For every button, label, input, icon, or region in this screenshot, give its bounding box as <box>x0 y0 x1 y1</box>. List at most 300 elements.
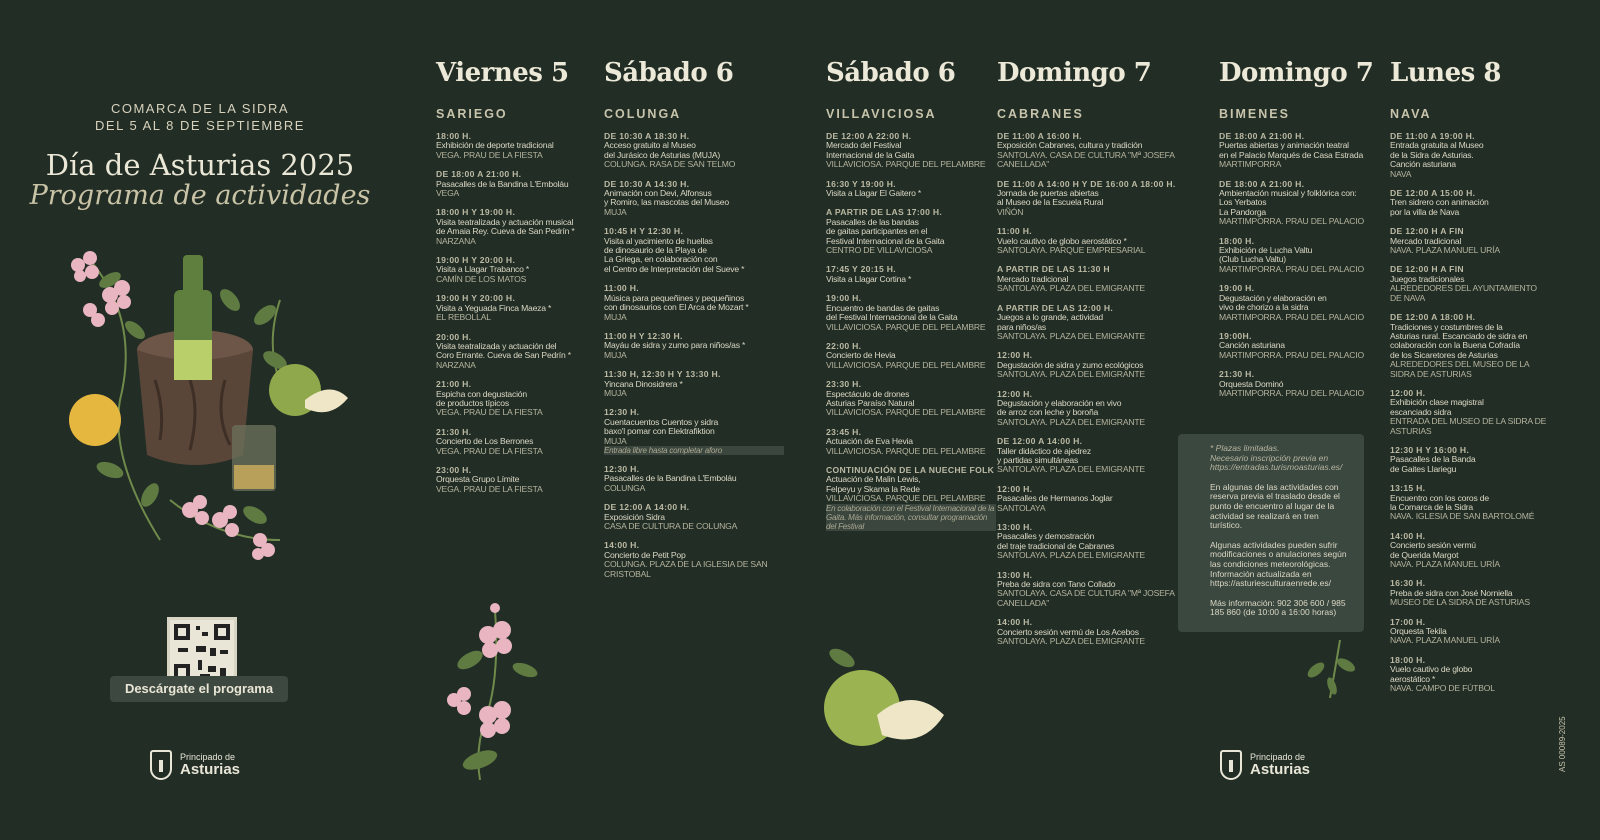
event-time: 12:30 H Y 16:00 H. <box>1390 444 1470 455</box>
event-time: 16:30 H. <box>1390 578 1426 589</box>
event-place: CAMÍN DE LOS MATOS <box>436 273 527 284</box>
event-place: VILLAVICIOSA. PARQUE DEL PELAMBRE <box>826 407 986 418</box>
event-time: 13:00 H. <box>997 569 1033 580</box>
location-heading: VILLAVICIOSA <box>826 107 937 121</box>
event-description: Encuentro de bandas de gaitas <box>826 302 940 313</box>
event-description: Concierto sesión vermú de Los Acebos <box>997 626 1139 637</box>
event-description: del traje tradicional de Cabranes <box>997 540 1115 551</box>
event-item <box>1390 446 1550 474</box>
limited-seats-note: * Plazas limitadas. <box>1210 443 1280 453</box>
event-place: SANTOLAYA. PLAZA DEL EMIGRANTE <box>997 416 1145 427</box>
event-item <box>997 132 1177 170</box>
day-column-viernes <box>436 58 586 504</box>
event-place: VEGA. PRAU DE LA FIESTA <box>436 445 543 456</box>
event-time: 22:00 H. <box>826 340 862 351</box>
event-place: VEGA. PRAU DE LA FIESTA <box>436 483 543 494</box>
event-time: DE 12:00 A 14:00 H. <box>997 436 1083 447</box>
event-place: SANTOLAYA. PLAZA DEL EMIGRANTE <box>997 636 1145 647</box>
event-description: Concierto de Hevia <box>826 350 896 361</box>
event-description: Tradiciones y costumbres de la <box>1390 321 1503 332</box>
event-time: DE 10:30 A 18:30 H. <box>604 131 690 141</box>
event-description: Exposición Cabranes, cultura y tradición <box>997 140 1143 151</box>
event-item <box>1390 618 1550 646</box>
event-time: DE 11:00 A 19:00 H. <box>1390 131 1475 141</box>
event-description: de gaitas participantes en el <box>826 226 928 237</box>
event-item <box>604 465 784 493</box>
event-item <box>1219 370 1379 398</box>
event-description: Exposición Sidra <box>604 511 665 522</box>
event-place: VILLAVICIOSA. PARQUE DEL PELAMBRE <box>826 445 986 456</box>
event-item <box>1219 332 1379 360</box>
event-item <box>1390 227 1550 255</box>
event-description: con dinosaurios con El Arca de Mozart * <box>604 302 749 313</box>
event-item <box>997 180 1177 218</box>
event-description: Visita a Llagar Trabanco * <box>436 264 530 275</box>
qr-icon <box>170 620 234 684</box>
event-place: VILLAVICIOSA. PARQUE DEL PELAMBRE <box>826 493 986 504</box>
event-time: DE 18:00 A 21:00 H. <box>1219 178 1305 189</box>
event-note: En colaboración con el Festival Internacional de la Gaita. Más información, consultar programación del Festival <box>826 503 995 531</box>
event-description: Ambientación musical y folklórica con: <box>1219 188 1357 199</box>
event-time: 19:00 H. <box>826 293 862 304</box>
more-info-note: Más información: 902 306 600 / 985 185 860 (de 10:00 a 16:00 horas) <box>1210 597 1346 618</box>
event-description: de la Sidra de Asturias. <box>1390 149 1474 160</box>
event-place: VEGA <box>436 188 460 199</box>
event-description: de Gaites Llariegu <box>1390 463 1457 474</box>
day-heading: Lunes 8 <box>1390 58 1501 88</box>
event-description: Orquesta Tekila <box>1390 626 1447 637</box>
event-list <box>997 132 1177 646</box>
event-item <box>604 132 784 170</box>
event-description: Juegos tradicionales <box>1390 273 1465 284</box>
event-description: del Jurásico de Asturias (MUJA) <box>604 149 721 160</box>
event-place: NAVA. PLAZA MANUEL URÍA <box>1390 245 1500 256</box>
event-item <box>604 332 784 360</box>
event-description: Actuación de Eva Hevia <box>826 436 913 447</box>
event-description: Pasacalles de Hermanos Joglar <box>997 493 1113 504</box>
event-description: Visita a Llagar El Gaitero * <box>826 188 922 199</box>
event-item <box>997 437 1177 475</box>
event-description: vivo de chorizo a la sidra <box>1219 302 1309 313</box>
leaf-icon <box>1305 656 1357 696</box>
event-description: Canción asturiana <box>1390 159 1456 170</box>
event-description: Visita al yacimiento de huellas <box>604 235 713 246</box>
event-description: el Centro de Interpretación del Sueve * <box>604 263 745 274</box>
event-place: MARTIMPORRA. PRAU DEL PALACIO <box>1219 216 1364 227</box>
event-time: 23:30 H. <box>826 379 862 390</box>
event-description: Preba de sidra con José Norniella <box>1390 587 1513 598</box>
event-place: MUJA <box>604 387 627 398</box>
event-description: Degustación y elaboración en <box>1219 292 1327 303</box>
event-item <box>997 390 1177 428</box>
event-description: Mercado tradicional <box>997 273 1069 284</box>
changes-note: Algunas actividades pueden sufrir modificaciones o anulaciones según las condiciones meteorológicas. Información actualizada en https://asturiesculturaenrede.es/ <box>1210 539 1347 589</box>
event-description: Tren sidrero con animación <box>1390 197 1489 208</box>
event-time: 19:00H. <box>1219 330 1252 341</box>
event-description: y partidas simultáneas <box>997 454 1079 465</box>
event-place: VIÑÓN <box>997 206 1024 217</box>
event-item <box>1390 132 1550 179</box>
day-column-lunes-nava <box>1390 58 1550 704</box>
event-item <box>1390 656 1550 694</box>
event-item <box>826 428 996 456</box>
event-item <box>604 227 784 274</box>
event-time: DE 18:00 A 21:00 H. <box>1219 131 1305 141</box>
event-description: Concierto de Petit Pop <box>604 549 686 560</box>
principado-logo-right <box>1220 750 1310 780</box>
event-list <box>1390 132 1550 694</box>
event-item <box>436 170 586 198</box>
comarca-header <box>60 100 340 134</box>
event-place: ENTRADA DEL MUSEO DE LA SIDRA DE ASTURIAS <box>1390 416 1547 436</box>
event-time: A PARTIR DE LAS 11:30 H <box>997 264 1110 275</box>
event-time: 16:30 Y 19:00 H. <box>826 178 896 189</box>
event-description: Espectáculo de drones <box>826 388 910 399</box>
event-description: La Pandorga <box>1219 206 1267 217</box>
event-item <box>826 294 996 332</box>
event-time: DE 12:00 A 15:00 H. <box>1390 188 1476 199</box>
principado-logo <box>150 750 240 780</box>
info-box <box>1178 434 1364 632</box>
event-place: NAVA. PLAZA MANUEL URÍA <box>1390 635 1500 646</box>
event-time: 12:00 H. <box>997 350 1033 361</box>
event-time: 12:30 H. <box>604 463 640 474</box>
event-description: Encuentro con los coros de <box>1390 492 1489 503</box>
day-heading: Viernes 5 <box>436 58 569 88</box>
event-description: aerostático * <box>1390 673 1436 684</box>
event-place: SANTOLAYA. CASA DE CULTURA "Mª JOSEFA CANELLADA" <box>997 149 1175 170</box>
event-description: Visita teatralizada y actuación del <box>436 340 557 351</box>
location-heading: NAVA <box>1390 107 1432 121</box>
event-time: 10:45 H Y 12:30 H. <box>604 226 684 237</box>
event-place: SANTOLAYA. PLAZA DEL EMIGRANTE <box>997 369 1145 380</box>
event-description: Pasacalles de la Bandina L'Emboláu <box>436 178 569 189</box>
event-description: Orquesta Grupo Límite <box>436 474 520 485</box>
event-description: Puertas abiertas y animación teatral <box>1219 140 1349 151</box>
event-place: SANTOLAYA. PLAZA DEL EMIGRANTE <box>997 550 1145 561</box>
logo-line1: Principado de <box>180 752 236 762</box>
event-description: del Festival Internacional de la Gaita <box>826 312 958 323</box>
event-place: MARTIMPORRA. PRAU DEL PALACIO <box>1219 349 1364 360</box>
event-time: 21:30 H. <box>1219 369 1255 380</box>
event-place: SANTOLAYA <box>997 502 1046 513</box>
event-time: 11:00 H Y 12:30 H. <box>604 330 683 341</box>
event-time: 18:00 H. <box>436 131 472 141</box>
event-place: CENTRO DE VILLAVICIOSA <box>826 245 933 256</box>
event-place: VILLAVICIOSA. PARQUE DEL PELAMBRE <box>826 359 986 370</box>
event-place: ALREDEDORES DEL AYUNTAMIENTO DE NAVA <box>1390 283 1537 303</box>
event-time: CONTINUACIÓN DE LA NUECHE FOLK <box>826 464 995 475</box>
event-time: 18:00 H Y 19:00 H. <box>436 207 516 218</box>
event-place: SANTOLAYA. PLAZA DEL EMIGRANTE <box>997 330 1145 341</box>
event-time: DE 11:00 A 14:00 H Y DE 16:00 A 18:00 H. <box>997 178 1176 189</box>
location-heading: SARIEGO <box>436 107 508 121</box>
event-place: VEGA. PRAU DE LA FIESTA <box>436 407 543 418</box>
event-time: DE 12:00 H A FIN <box>1390 264 1464 275</box>
event-description: al Museo de la Escuela Rural <box>997 197 1104 208</box>
event-time: 23:00 H. <box>436 464 472 475</box>
location-heading: BIMENES <box>1219 107 1290 121</box>
event-description: Taller didáctico de ajedrez <box>997 445 1091 456</box>
event-time: 17:45 Y 20:15 H. <box>826 264 896 275</box>
event-time: 18:00 H. <box>1219 235 1255 246</box>
event-description: Exhibición de Lucha Valtu <box>1219 245 1313 256</box>
event-time: 19:00 H Y 20:00 H. <box>436 255 516 266</box>
event-time: DE 11:00 A 16:00 H. <box>997 131 1082 141</box>
event-time: DE 12:00 A 22:00 H. <box>826 131 912 141</box>
event-description: Visita teatralizada y actuación musical <box>436 216 574 227</box>
event-item <box>1219 284 1379 322</box>
event-place: MUJA <box>604 206 627 217</box>
event-place: MUJA <box>604 349 627 360</box>
event-description: de arroz con leche y boroña <box>997 407 1099 418</box>
day-heading: Domingo 7 <box>1219 58 1374 88</box>
event-description: Asturias rural. Escanciado de sidra en <box>1390 330 1528 341</box>
event-description: Pasacalles de las bandas <box>826 216 919 227</box>
event-item <box>604 180 784 218</box>
event-place: VEGA. PRAU DE LA FIESTA <box>436 149 543 160</box>
event-item <box>1390 389 1550 436</box>
event-description: Coro Errante. Cueva de San Pedrín * <box>436 350 571 361</box>
event-description: de Amaia Rey. Cueva de San Pedrín * <box>436 226 575 237</box>
event-place: NARZANA <box>436 235 476 246</box>
logo-line1: Principado de <box>1250 752 1306 762</box>
event-description: Juegos a lo grande, actividad <box>997 312 1103 323</box>
blossom-icon <box>447 603 512 738</box>
event-description: Visita a Llagar Cortina * <box>826 273 912 284</box>
event-description: Orquesta Dominó <box>1219 378 1284 389</box>
event-place: MUJA <box>604 435 627 446</box>
event-place: VILLAVICIOSA. PARQUE DEL PELAMBRE <box>826 159 986 170</box>
event-description: Degustación de sidra y zumo ecológicos <box>997 359 1144 370</box>
event-description: de productos típicos <box>436 397 509 408</box>
event-description: por la villa de Nava <box>1390 206 1460 217</box>
event-item <box>1390 265 1550 303</box>
event-item <box>997 523 1177 561</box>
event-description: colaboración con la Buena Cofradía <box>1390 340 1520 351</box>
event-description: de dinosaurio de la Playa de <box>604 245 707 256</box>
event-place: COLUNGA <box>604 482 646 493</box>
event-description: la Comarca de la Sidra <box>1390 502 1474 512</box>
event-time: 17:00 H. <box>1390 616 1426 627</box>
event-time: DE 12:00 A 14:00 H. <box>604 502 690 513</box>
event-time: 14:00 H. <box>604 540 640 551</box>
event-time: DE 18:00 A 21:00 H. <box>436 169 522 180</box>
event-item <box>436 256 586 284</box>
event-description: y Romiro, las mascotas del Museo <box>604 197 729 208</box>
event-description: Festival Internacional de la Gaita <box>826 235 945 246</box>
event-place: NAVA <box>1390 168 1412 179</box>
event-time: A PARTIR DE LAS 17:00 H. <box>826 207 943 218</box>
event-description: de los Sicaretores de Asturias <box>1390 349 1498 360</box>
event-description: Vuelo cautivo de globo <box>1390 664 1473 675</box>
event-item <box>826 265 996 284</box>
day-column-sabado-colunga <box>604 58 784 589</box>
event-item <box>1219 180 1379 227</box>
event-description: Canción asturiana <box>1219 340 1285 351</box>
event-place: NARZANA <box>436 359 476 370</box>
day-column-domingo-bimenes <box>1219 58 1379 408</box>
event-description: escanciado sidra <box>1390 406 1452 417</box>
event-item <box>436 208 586 246</box>
event-place: MARTIMPORRA. PRAU DEL PALACIO <box>1219 263 1364 274</box>
event-description: Mercado tradicional <box>1390 235 1462 246</box>
event-item <box>1390 532 1550 570</box>
event-description: Música para pequeñines y pequeñinos <box>604 292 745 303</box>
event-item <box>436 132 586 160</box>
event-time: 18:00 H. <box>1390 654 1426 665</box>
event-time: DE 12:00 A 18:00 H. <box>1390 312 1476 323</box>
shield-icon <box>150 750 172 780</box>
day-heading: Sábado 6 <box>826 58 956 88</box>
day-column-domingo-cabranes <box>997 58 1177 656</box>
event-time: 12:00 H. <box>997 388 1033 399</box>
event-description: Preba de sidra con Tano Collado <box>997 579 1116 590</box>
event-item <box>604 503 784 531</box>
event-place: CASA DE CULTURA DE COLUNGA <box>604 521 738 531</box>
event-item <box>997 571 1177 609</box>
event-item <box>1390 189 1550 217</box>
event-place: NAVA. IGLESIA DE SAN BARTOLOMÉ <box>1390 511 1535 522</box>
registration-note[interactable]: Necesario inscripción previa en https://entradas.turismoasturias.es/ <box>1210 452 1343 473</box>
download-program-button[interactable]: Descárgate el programa <box>110 676 288 702</box>
event-item <box>997 351 1177 379</box>
event-item <box>436 294 586 322</box>
event-description: Cuentacuentos Cuentos y sidra <box>604 416 719 427</box>
event-item <box>1390 313 1550 379</box>
event-description: Internacional de la Gaita <box>826 149 915 160</box>
event-item <box>826 132 996 170</box>
event-item <box>826 342 996 370</box>
event-item <box>997 304 1177 342</box>
event-description: Concierto sesión vermú <box>1390 540 1476 551</box>
day-column-sabado-villaviciosa <box>826 58 996 541</box>
apple-illustration <box>822 640 952 750</box>
event-place: MARTIMPORRA. PRAU DEL PALACIO <box>1219 311 1364 322</box>
event-time: A PARTIR DE LAS 12:00 H. <box>997 302 1114 313</box>
event-item <box>1219 237 1379 275</box>
event-description: Animación con Devi, Alfonsus <box>604 188 712 199</box>
event-item <box>826 180 996 199</box>
event-item <box>436 333 586 371</box>
event-item <box>997 265 1177 293</box>
event-description: para niños/as <box>997 321 1046 332</box>
event-time: 11:00 H. <box>997 226 1032 237</box>
event-item <box>436 428 586 456</box>
page-title: Día de Asturias 2025 <box>45 148 355 182</box>
event-description: Mayáu de sidra y zumo para niños/as * <box>604 340 746 351</box>
event-description: Yincana Dinosidrera * <box>604 378 683 389</box>
event-description: Acceso gratuito al Museo <box>604 140 696 151</box>
event-place: SANTOLAYA. CASA DE CULTURA "Mª JOSEFA CANELLADA" <box>997 588 1175 608</box>
leaf-branch-illustration <box>1300 640 1360 700</box>
event-place: VILLAVICIOSA. PARQUE DEL PELAMBRE <box>826 321 986 332</box>
event-description: Pasacalles de la Banda <box>1390 454 1476 465</box>
event-time: 20:00 H. <box>436 331 472 342</box>
event-time: 13:00 H. <box>997 522 1033 532</box>
event-description: Espicha con degustación <box>436 388 527 399</box>
event-item <box>1390 484 1550 522</box>
event-item <box>604 541 784 579</box>
event-time: 19:00 H. <box>1219 283 1255 294</box>
event-time: 21:00 H. <box>436 379 472 390</box>
event-description: Actuación de Malin Lewis, <box>826 474 921 485</box>
event-item <box>826 466 996 531</box>
event-time: 14:00 H. <box>997 617 1033 628</box>
document-reference: AS 00089-2025 <box>1558 716 1567 772</box>
event-place: SANTOLAYA. PARQUE EMPRESARIAL <box>997 245 1146 256</box>
cider-illustration <box>50 240 360 570</box>
event-description: Visita a Yeguada Finca Maeza * <box>436 302 552 313</box>
event-description: Degustación y elaboración en vivo <box>997 397 1122 408</box>
event-item <box>826 380 996 418</box>
event-description: Pasacalles de la Bandina L'Emboláu <box>604 473 737 484</box>
event-place: MARTIMPORRA. PRAU DEL PALACIO <box>1219 387 1364 398</box>
event-item <box>997 485 1177 513</box>
event-time: 11:30 H, 12:30 H Y 13:30 H. <box>604 369 721 380</box>
event-description: baxo'l pomar con Elektrafiktion <box>604 426 715 437</box>
event-description: Pasacalles y demostración <box>997 531 1095 542</box>
event-description: Entrada gratuita al Museo <box>1390 140 1484 151</box>
event-place: ALREDEDORES DEL MUSEO DE LA SIDRA DE ASTURIAS <box>1390 359 1529 379</box>
event-place: NAVA. PLAZA MANUEL URÍA <box>1390 559 1500 570</box>
event-place: MARTIMPORRA <box>1219 159 1282 170</box>
event-place: SANTOLAYA. PLAZA DEL EMIGRANTE <box>997 283 1145 294</box>
event-item <box>604 408 784 455</box>
event-description: Los Yerbatos <box>1219 197 1267 208</box>
event-place: MUSEO DE LA SIDRA DE ASTURIAS <box>1390 597 1530 608</box>
event-description: La Griega, en colaboración con <box>604 254 718 265</box>
event-time: 12:00 H. <box>997 483 1033 494</box>
event-item <box>1390 579 1550 607</box>
event-time: 21:30 H. <box>436 426 472 437</box>
logo-line2: Asturias <box>1250 761 1311 778</box>
event-description: Asturias Paraíso Natural <box>826 397 915 408</box>
event-time: 11:00 H. <box>604 283 639 294</box>
event-note: Entrada libre hasta completar aforo <box>604 446 784 455</box>
event-time: 14:00 H. <box>1390 530 1426 541</box>
event-time: 13:15 H. <box>1390 483 1426 494</box>
event-item <box>604 284 784 322</box>
event-list <box>826 132 996 531</box>
dates-line: DEL 5 AL 8 DE SEPTIEMBRE <box>95 118 305 133</box>
comarca-line: COMARCA DE LA SIDRA <box>110 101 290 116</box>
event-description: Felpeyu y Skama la Rede <box>826 483 920 494</box>
event-place: COLUNGA. RASA DE SAN TELMO <box>604 159 736 170</box>
event-time: 23:45 H. <box>826 426 862 437</box>
event-place: SANTOLAYA. PLAZA DEL EMIGRANTE <box>997 464 1145 475</box>
event-item <box>826 208 996 255</box>
event-time: DE 12:00 H A FIN <box>1390 226 1464 237</box>
event-place: MUJA <box>604 311 627 322</box>
event-item <box>604 370 784 398</box>
blossom-branch-illustration <box>440 600 550 780</box>
event-time: 12:30 H. <box>604 407 640 418</box>
event-time: 12:00 H. <box>1390 387 1426 398</box>
event-description: Mercado del Festival <box>826 140 902 151</box>
event-description: (Club Lucha Valtu) <box>1219 254 1286 265</box>
event-item <box>997 618 1177 646</box>
location-heading: CABRANES <box>997 107 1084 121</box>
event-item <box>436 380 586 418</box>
event-description: Exhibición clase magistral <box>1390 397 1484 408</box>
event-item <box>1219 132 1379 170</box>
event-item <box>436 466 586 494</box>
event-place: NAVA. CAMPO DE FÚTBOL <box>1390 683 1495 694</box>
day-heading: Sábado 6 <box>604 58 734 88</box>
event-description: Exhibición de deporte tradicional <box>436 140 554 151</box>
event-description: de Querida Margot <box>1390 549 1459 560</box>
